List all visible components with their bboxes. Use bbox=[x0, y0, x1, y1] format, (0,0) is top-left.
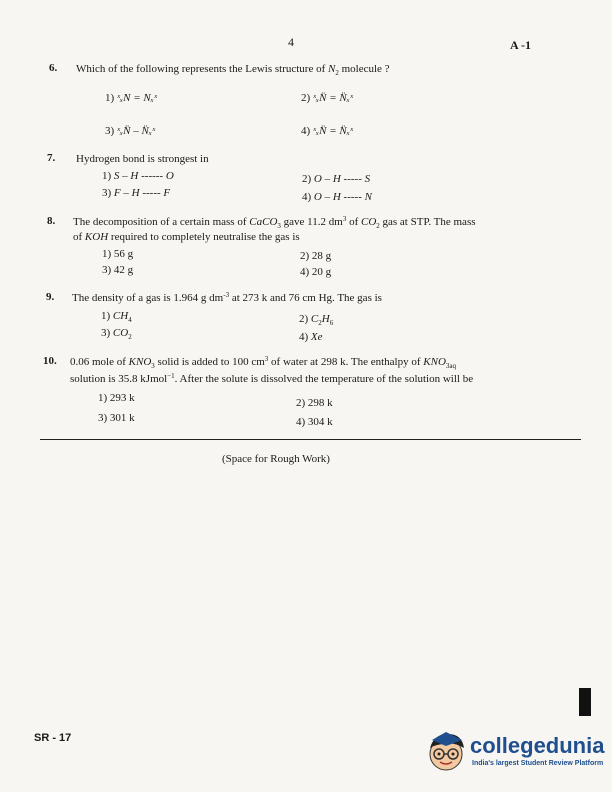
option-2[interactable]: 2) 298 k bbox=[296, 397, 333, 409]
option-2[interactable]: 2) ˣₓN̈ = N̈ₓˣ bbox=[301, 92, 353, 104]
question-number: 9. bbox=[46, 291, 55, 303]
question-number: 6. bbox=[49, 62, 58, 74]
option-3[interactable]: 3) 301 k bbox=[98, 412, 135, 424]
brand-name[interactable]: collegedunia bbox=[470, 733, 605, 758]
question-text: Which of the following represents the Lewis structure of $N_2$ molecule ? bbox=[76, 63, 390, 77]
option-3[interactable]: 3) F – H ----- F bbox=[102, 187, 171, 199]
option-1[interactable]: 1) S – H ------ O bbox=[102, 170, 174, 182]
option-1[interactable]: 1) 56 g bbox=[102, 248, 134, 260]
question-text-line1: 0.06 mole of $KNO_3$ solid is added to 100 $cm^3$ of water at 298 k. The enthalpy of $KNO_{3aq}$ bbox=[70, 355, 457, 370]
option-2[interactable]: 2) O – H ----- S bbox=[302, 173, 371, 185]
question-text-line2: solution is 35.8 kJmol$^{-1}$. After the solute is dissolved the temperature of the solution will be bbox=[70, 372, 474, 385]
question-text: The density of a gas is 1.964 g $dm^{-3}$ at 273 k and 76 cm Hg. The gas is bbox=[72, 291, 382, 304]
option-2[interactable]: 2) $C_2H_6$ bbox=[299, 313, 334, 327]
edge-marker bbox=[579, 688, 591, 716]
option-3[interactable]: 3) ˣₓN̈ – N̈ₓˣ bbox=[105, 125, 156, 137]
question-text: Hydrogen bond is strongest in bbox=[76, 153, 209, 165]
option-4[interactable]: 4) O – H ----- N bbox=[302, 191, 372, 203]
option-4[interactable]: 4) ˣₓN̈ = N̈ₓˣ bbox=[301, 125, 353, 137]
rough-work-label: (Space for Rough Work) bbox=[222, 453, 330, 465]
page-code: SR - 17 bbox=[34, 732, 72, 744]
question-number: 10. bbox=[43, 355, 57, 367]
option-3[interactable]: 3) $CO_2$ bbox=[101, 327, 132, 341]
brand-tagline: India's largest Student Review Platform bbox=[472, 760, 604, 767]
page-number: 4 bbox=[288, 35, 294, 49]
option-4[interactable]: 4) 20 g bbox=[300, 266, 332, 278]
option-1[interactable]: 1) $CH_4$ bbox=[101, 310, 132, 324]
question-text-line1: The decomposition of a certain mass of CaCO$_3$ gave 11.2 $dm^3$ of $CO_2$ gas at STP. The mass bbox=[73, 215, 476, 230]
option-4[interactable]: 4) Xe bbox=[299, 331, 323, 343]
series-code: A -1 bbox=[510, 38, 531, 52]
divider-line bbox=[40, 439, 581, 440]
mascot-logo-icon bbox=[424, 728, 470, 774]
question-text-line2: of KOH required to completely neutralise the gas is bbox=[73, 231, 300, 243]
question-number: 8. bbox=[47, 215, 56, 227]
option-1[interactable]: 1) ˣₓN = Nₓˣ bbox=[105, 92, 157, 104]
question-number: 7. bbox=[47, 152, 56, 164]
option-4[interactable]: 4) 304 k bbox=[296, 416, 333, 428]
option-3[interactable]: 3) 42 g bbox=[102, 264, 134, 276]
option-1[interactable]: 1) 293 k bbox=[98, 392, 135, 404]
option-2[interactable]: 2) 28 g bbox=[300, 250, 332, 262]
